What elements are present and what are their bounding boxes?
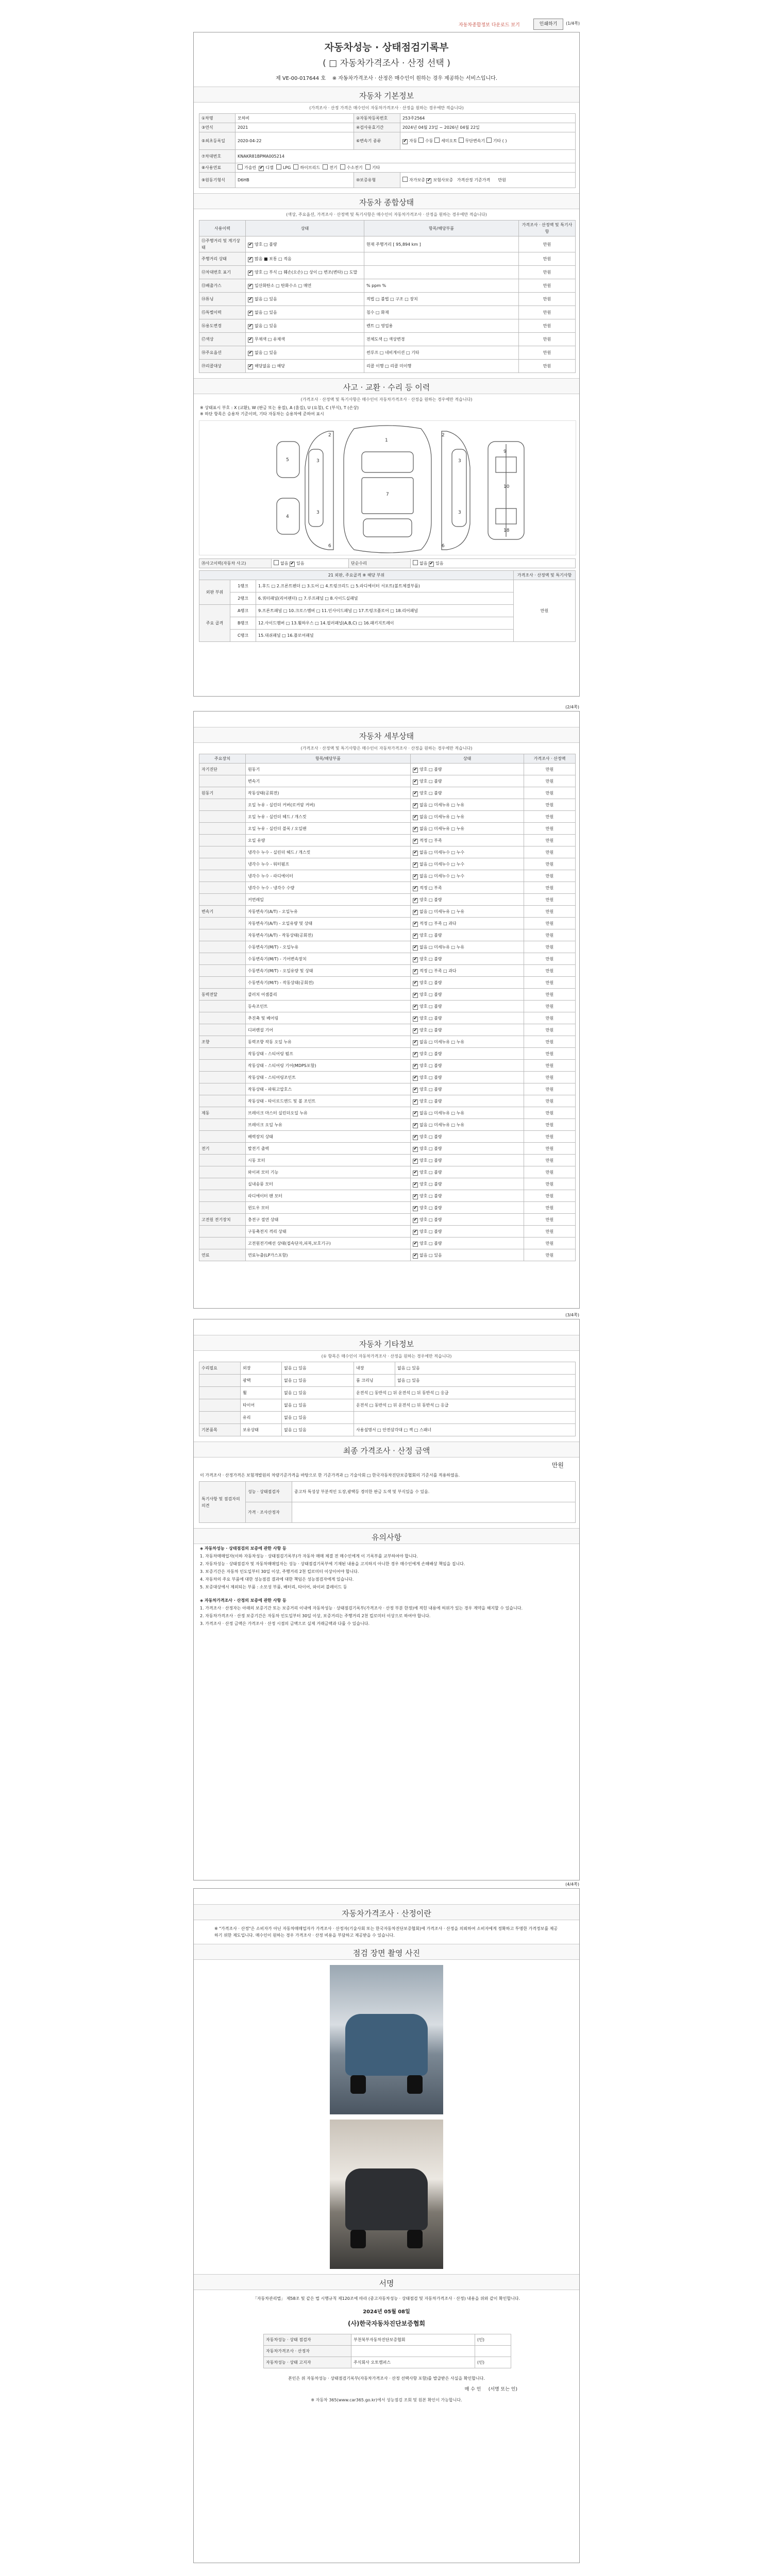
svg-text:3: 3 — [458, 510, 461, 515]
parts-row: C랭크 15.대쉬패널 □ 16.플로어패널 — [199, 630, 576, 642]
sign-row: 자동차성능 · 상태 고지자 주식회사 오토캠퍼스 (인) — [264, 2357, 511, 2368]
special-table: 특기사항 및 점검자의 의견 성능 · 상태점검자 중고차 특성상 부분적인 도장,광택등 경미한 판금 도색 및 부식있을 수 있음. 가격 · 조사산정자 — [199, 1481, 576, 1523]
detail-row: 오일 유량 ✔ 적정 □ 부족 만원 — [199, 835, 576, 846]
summary-row: ⑭튜닝 ✔ 없음 □ 있음 적법 □ 불법 □ 구조 □ 장치 만원 — [199, 293, 576, 306]
summary-row: ⑪주행거리 및 계기상태 ✔양호 □ 불량 현재 주행거리 [ 95,894 km ] 만원 — [199, 236, 576, 252]
detail-row: 연료 연료누출(LP가스포함) ✔ 없음 □ 있음 만원 — [199, 1249, 576, 1261]
detail-row: 원동기 작동상태(공회전) ✔ 양호 □ 불량 만원 — [199, 787, 576, 799]
detail-row: 자기진단 원동기 ✔ 양호 □ 불량 만원 — [199, 764, 576, 775]
notice-item: 3. 보증기간은 자동차 인도일부터 30일 이상, 주행거리 2천 킬로미터 이상이어야 합니다. — [200, 1569, 359, 1574]
detail-row: 윈도우 모터 ✔ 양호 □ 불량 만원 — [199, 1202, 576, 1214]
detail-row: 수동변속기(M/T) - 오일유량 및 상태 ✔ 적정 □ 부족 □ 과다 만원 — [199, 965, 576, 977]
detail-row: 커먼레일 ✔ 양호 □ 불량 만원 — [199, 894, 576, 906]
sign-table — [263, 2334, 511, 2368]
page-3 — [193, 1313, 580, 1880]
detail-row: 냉각수 누수 - 라디에이터 ✔ 없음 □ 미세누수 □ 누수 만원 — [199, 870, 576, 882]
detail-row: 조향 동력조향 작동 오일 누유 ✔ 없음 □ 미세누유 □ 누유 만원 — [199, 1036, 576, 1048]
section-title-sign: 서명 — [194, 2274, 579, 2290]
detail-row: 자동변속기(A/T) - 오일유량 및 상태 ✔ 적정 □ 부족 □ 과다 만원 — [199, 918, 576, 929]
top-bar — [193, 19, 580, 32]
section-title-notice: 유의사항 — [194, 1528, 579, 1544]
section-note-summary: (색상, 주요옵션, 가격조사 · 산정액 및 특기사항은 매수인이 자동차가격조사 · 산정을 원하는 경우에만 적습니다) — [286, 212, 487, 217]
svg-text:3: 3 — [316, 510, 320, 515]
section-title-etc: 자동차 기타정보 — [194, 1335, 579, 1351]
detail-row: 전기 발전기 출력 ✔ 양호 □ 불량 만원 — [199, 1143, 576, 1155]
detail-row: 브레이크 오일 누유 ✔ 없음 □ 미세누유 □ 누유 만원 — [199, 1119, 576, 1131]
page-number: (2/4쪽) — [565, 705, 579, 709]
notice-block: ◈ 자동차성능 · 상태점검의 보증에 관한 사항 등 1. 자동차매매업자(이하 자동차성능 · 상태점검기록부)가 자동차 매매 체결 전 매수인에게 이 기록부를 교부하여야 합니다. 2. 자동차성능 · 상태점검자 및 자동차매매업자는 성능 · 상태점검기록부에 기재된 내용을 고지하지 아니한 경우 매수인에게 손해배상 책임을 집니다. 3. 보증기간은 자동차 인도일부터 30일 이상, 주행거리 2천 킬로미터 이상이어야 합니다. 4. 자동차의 주요 부품에 대한 성능점검 결과에 대한 책임은 성능점검자에게 있습니다. 5. 보증대상에서 제외되는 부품 : 소모성 부품, 배터리, 타이어, 와이퍼 블레이드 등 ◈ 자동차가격조사 · 산정의 보증에 관한 사항 등 1. 가격조사 · 산정자는 아래의 보증기간 또는 보증거리 이내에 자동차성능 · 상태점검기록부(가격조사 · 산정 부분 한정)에 적힌 내용에 허위가 있는 경우 계약을 해지할 수 있습니다. 2. 자동차가격조사 · 산정 보증기간은 자동차 인도일부터 30일 이상, 보증거리는 주행거리 2천 킬로미터 이상으로 하여야 합니다. 3. 가격조사 · 산정 금액은 가격조사 · 산정 시점의 금액으로 실제 거래금액과 다를 수 있습니다. — [194, 1546, 579, 1627]
section-note-etc: (① 항목은 매수인이 자동차가격조사 · 산정을 원하는 경우에만 적습니다) — [321, 1354, 452, 1359]
summary-row: ⑱주요옵션 ✔ 없음 □ 있음 썬루프 □ 네비게이션 □ 기타 만원 — [199, 346, 576, 360]
detail-row: 추진축 및 베어링 ✔ 양호 □ 불량 만원 — [199, 1012, 576, 1024]
svg-text:9: 9 — [503, 449, 507, 454]
section-title-basic: 자동차 기본정보 — [194, 87, 579, 103]
sign-org: (사)한국자동차진단보증협회 — [347, 2320, 426, 2327]
notice-item: 2. 자동차가격조사 · 산정 보증기간은 자동차 인도일부터 30일 이상, 보증거리는 주행거리 2천 킬로미터 이상으로 하여야 합니다. — [200, 1614, 431, 1618]
notice-item: 1. 자동차매매업자(이하 자동차성능 · 상태점검기록부)가 자동차 매매 체결 전 매수인에게 이 기록부를 교부하여야 합니다. — [200, 1554, 418, 1558]
final-note: 이 가격조사 · 산정가격은 보험개발원의 차량기준가격을 바탕으로 한 기준가격과 □ 기술사회 □ 한국자동차진단보증협회의 기준서를 적용하였음. — [200, 1473, 460, 1478]
summary-row: 주행거리 상태 ✔ 많음 ■ 보통 □ 적음 만원 — [199, 252, 576, 266]
detail-row: 구동축전지 격리 상태 ✔ 양호 □ 불량 만원 — [199, 1226, 576, 1238]
parts-table: 21 외판, 주요골격 ※ 해당 부위 가격조사 · 산정액 및 특기사항 외판 부위 1랭크 1.후드 □ 2.프론트펜더 □ 3.도어 □ 4.트렁크리드 □ 5.라디에이터 서포트(볼트체결부품) 만원 2랭크 6.쿼터패널(리어펜더) □ 7.루프패널 □ 8.사이드실패널 주요 골격 A랭크 9.프론트패널 □ 10.크로스멤버 □ 11.인사이드패널 □ 17.트렁크플로어 □ 18.리어패널 B랭크 12.사이드멤버 □ 13.휠하우스 □ 14.필러패널(A,B,C) □ 16.패키지트레이 C랭크 15.대쉬패널 □ 16.플로어패널 — [199, 570, 576, 642]
sign-date: 2024년 05월 08일 — [363, 2309, 410, 2315]
notice-item: 1. 가격조사 · 산정자는 아래의 보증기간 또는 보증거리 이내에 자동차성능 · 상태점검기록부(가격조사 · 산정 부분 한정)에 적힌 내용에 허위가 있는 경우 계약을 해지할 수 있습니다. — [200, 1606, 523, 1611]
detail-row: 작동상태 - 파워고압호스 ✔ 양호 □ 불량 만원 — [199, 1083, 576, 1095]
detail-row: 동력전달 클러치 어셈블리 ✔ 양호 □ 불량 만원 — [199, 989, 576, 1001]
parts-row: 주요 골격 A랭크 9.프론트패널 □ 10.크로스멤버 □ 11.인사이드패널 □ 17.트렁크플로어 □ 18.리어패널 — [199, 605, 576, 617]
notice-item: 3. 가격조사 · 산정 금액은 가격조사 · 산정 시점의 금액으로 실제 거래금액과 다를 수 있습니다. — [200, 1621, 370, 1626]
detail-row: 와이퍼 모터 기능 ✔ 양호 □ 불량 만원 — [199, 1166, 576, 1178]
car-outline-diagram — [199, 421, 576, 554]
summary-row: ⑮특별이력 ✔ 없음 □ 있음 침수 □ 화재 만원 — [199, 306, 576, 319]
page-number: (4/4쪽) — [565, 1882, 579, 1887]
sign-row: 자동차가격조사 · 산정자 — [264, 2346, 511, 2357]
parts-row: B랭크 12.사이드멤버 □ 13.휠하우스 □ 14.필러패널(A,B,C) □ 16.패키지트레이 — [199, 617, 576, 630]
detail-row: 고전원 전기장치 충전구 절연 상태 ✔ 양호 □ 불량 만원 — [199, 1214, 576, 1226]
section-title-final: 최종 가격조사 · 산정 금액 — [194, 1442, 579, 1458]
sign-row: 자동차성능 · 상태 점검자 부천북부자동차진단보증협회 (인) — [264, 2334, 511, 2346]
detail-row: 작동상태 - 타이로드엔드 및 볼 조인트 ✔ 양호 □ 불량 만원 — [199, 1095, 576, 1107]
svg-text:10: 10 — [503, 484, 510, 489]
accident-history-table: ⑳사고이력(자동차 사고) 없음 ✔ 있음 단순수리 없음 ✔ 있음 — [199, 558, 576, 568]
detail-row: 고전원전기배선 상태(접속단자,피복,보호기구) ✔ 양호 □ 불량 만원 — [199, 1238, 576, 1249]
detail-row: 변속기 자동변속기(A/T) - 오일누유 ✔ 없음 □ 미세누유 □ 누유 만원 — [199, 906, 576, 918]
detail-row: 디퍼렌셜 기어 ✔ 양호 □ 불량 만원 — [199, 1024, 576, 1036]
svg-text:3: 3 — [458, 459, 461, 464]
detail-row: 작동상태 - 스티어링 펌프 ✔ 양호 □ 불량 만원 — [199, 1048, 576, 1060]
detail-row: 냉각수 누수 - 워터펌프 ✔ 없음 □ 미세누수 □ 누수 만원 — [199, 858, 576, 870]
section-title-accident: 사고 · 교환 · 수리 등 이력 — [194, 378, 579, 394]
summary-row: ⑰색상 ✔ 무채색 □ 유채색 전체도색 □ 색상변경 만원 — [199, 333, 576, 346]
detail-table: 주요장치 항목/해당부품 상태 가격조사 · 산정액 자기진단 원동기 ✔ 양호 □ 불량 만원 변속기 ✔ 양호 □ 불량 만원 원동기 작동상태(공회전) ✔ 양호 □ 불량 만원 오일 누유 - 실린더 커버(로커암 커버) ✔ 없음 □ 미세누유 □ 누유 만원 오일 누유 - 실린더 헤드 / 개스킷 ✔ 없음 □ 미세누유 □ 누유 만원 오일 누유 - 실린더 블록 / 오일팬 ✔ 없음 □ 미세누유 □ 누유 만원 오일 유량 ✔ 적정 □ 부족 만원 냉각수 누수 - 실린더 헤드 / 개스킷 ✔ 없음 □ 미세누수 □ 누수 만원 냉각수 누수 - 워터펌프 ✔ 없음 □ 미세누수 □ 누수 만원 냉각수 누수 - 라디에이터 ✔ 없음 □ 미세누수 □ 누수 만원 냉각수 누수 - 냉각수 수량 ✔ 적정 □ 부족 만원 커먼레일 ✔ 양호 □ 불량 만원 변속기 자동변속기(A/T) - 오일누유 ✔ 없음 □ 미세누유 □ 누유 만원 자동변속기(A/T) - 오일유량 및 상태 ✔ 적정 □ 부족 □ 과다 만원 자동변속기(A/T) - 작동상태(공회전) ✔ 양호 □ 불량 만원 수동변속기(M/T) - 오일누유 ✔ 없음 □ 미세누유 □ 누유 만원 수동변속기(M/T) - 기어변속장치 ✔ 양호 □ 불량 만원 수동변속기(M/T) - 오일유량 및 상태 ✔ 적정 □ 부족 □ 과다 만원 수동변속기(M/T) - 작동상태(공회전) ✔ 양호 □ 불량 만원 동력전달 클러치 어셈블리 ✔ 양호 □ 불량 만원 등속조인트 ✔ 양호 □ 불량 만원 추진축 및 베어링 ✔ 양호 □ 불량 만원 디퍼렌셜 기어 ✔ 양호 □ 불량 만원 조향 동력조향 작동 오일 누유 ✔ 없음 □ 미세누유 □ 누유 만원 작동상태 - 스티어링 펌프 ✔ 양호 □ 불량 만원 작동상태 - 스티어링 기어(MDPS포함) ✔ 양호 □ 불량 만원 작동상태 - 스티어링조인트 ✔ 양호 □ 불량 만원 작동상태 - 파워고압호스 ✔ 양호 □ 불량 만원 작동상태 - 타이로드엔드 및 볼 조인트 ✔ 양호 □ 불량 만원 제동 브레이크 마스터 실린더오일 누유 ✔ 없음 □ 미세누유 □ 누유 만원 브레이크 오일 누유 ✔ 없음 □ 미세누유 □ 누유 만원 배력장치 상태 ✔ 양호 □ 불량 만원 전기 발전기 출력 ✔ 양호 □ 불량 만원 시동 모터 ✔ 양호 □ 불량 만원 와이퍼 모터 기능 ✔ 양호 □ 불량 만원 실내송풍 모터 ✔ 양호 □ 불량 만원 라디에이터 팬 모터 ✔ 양호 □ 불량 만원 윈도우 모터 ✔ 양호 □ 불량 만원 고전원 전기장치 충전구 절연 상태 ✔ 양호 □ 불량 만원 구동축전지 격리 상태 ✔ 양호 □ 불량 만원 고전원전기배선 상태(접속단자,피복,보호기구) ✔ 양호 □ 불량 만원 연료 연료누출(LP가스포함) ✔ 없음 □ 있음 만원 — [199, 754, 576, 1261]
notice-item: 4. 자동차의 주요 부품에 대한 성능점검 결과에 대한 책임은 성능점검자에게 있습니다. — [200, 1577, 354, 1582]
detail-row: 실내송풍 모터 ✔ 양호 □ 불량 만원 — [199, 1178, 576, 1190]
section-title-detail: 자동차 세부상태 — [194, 727, 579, 743]
notice-item: 5. 보증대상에서 제외되는 부품 : 소모성 부품, 배터리, 타이어, 와이퍼 블레이드 등 — [200, 1585, 347, 1589]
section-title-photo: 점검 장면 촬영 사진 — [194, 1944, 579, 1960]
parts-row: 2랭크 6.쿼터패널(리어펜더) □ 7.루프패널 □ 8.사이드실패널 — [199, 592, 576, 605]
section-note-accident: (가격조사 · 산정액 및 특기사항은 매수인이 자동차가격조사 · 산정을 원하는 경우에만 적습니다) — [300, 397, 473, 402]
sign-text: 「자동차관리법」 제58조 및 같은 법 시행규칙 제120조에 따라 (중고자동차성능 · 상태점검 및 자동차가격조사 · 산정) 내용을 위와 같이 확인합니다. — [253, 2296, 520, 2301]
final-price-unit: 만원 — [551, 1462, 564, 1469]
section-title-price-info: 자동차가격조사 · 산정이란 — [194, 1904, 579, 1920]
inspection-photo-front — [330, 1965, 443, 2114]
detail-row: 수동변속기(M/T) - 작동상태(공회전) ✔ 양호 □ 불량 만원 — [199, 977, 576, 989]
svg-text:2: 2 — [442, 433, 445, 438]
svg-text:18: 18 — [503, 528, 510, 533]
inspection-photo-rear — [330, 2120, 443, 2269]
etc-row: 유리 없음 □ 있음 — [199, 1412, 576, 1424]
etc-row: 기본품목 보유상태 없음 □ 있음 사용설명서 □ 안전삼각대 □ 잭 □ 스패너 — [199, 1424, 576, 1436]
car-diagram — [199, 420, 576, 555]
etc-table — [199, 1362, 576, 1436]
svg-text:6: 6 — [442, 544, 445, 549]
buyer-sign: 매 수 인 (서명 또는 인) — [464, 2387, 517, 2392]
section-note-detail: (가격조사 · 산정액 및 특기사항은 매수인이 자동차가격조사 · 산정을 원하는 경우에만 적습니다) — [300, 746, 473, 751]
detail-row: 냉각수 누수 - 냉각수 수량 ✔ 적정 □ 부족 만원 — [199, 882, 576, 894]
detail-row: 오일 누유 - 실린더 커버(로커암 커버) ✔ 없음 □ 미세누유 □ 누유 만원 — [199, 799, 576, 811]
section-note-basic: (가격조사 · 산정 가격은 매수인이 자동차가격조사 · 산정을 원하는 경우에만 적습니다) — [309, 106, 464, 110]
print-button[interactable]: 인쇄하기 — [533, 19, 563, 30]
summary-row: ⑲리콜대상 ✔ 해당없음 □ 해당 리콜 이행 □ 리콜 미이행 만원 — [199, 360, 576, 373]
page-4 — [193, 1882, 580, 2563]
detail-row: 작동상태 - 스티어링 기어(MDPS포함) ✔ 양호 □ 불량 만원 — [199, 1060, 576, 1072]
etc-row: 수리필요 외장 없음 □ 있음 내장 없음 □ 있음 — [199, 1362, 576, 1375]
detail-row: 자동변속기(A/T) - 작동상태(공회전) ✔ 양호 □ 불량 만원 — [199, 929, 576, 941]
detail-row: 수동변속기(M/T) - 오일누유 ✔ 없음 □ 미세누유 □ 누유 만원 — [199, 941, 576, 953]
page-2 — [193, 705, 580, 1309]
detail-row: 시동 모터 ✔ 양호 □ 불량 만원 — [199, 1155, 576, 1166]
summary-row: ⑬배출가스 ✔ 일산화탄소 □ 탄화수소 □ 매연 % ppm % 만원 — [199, 279, 576, 293]
detail-row: 오일 누유 - 실린더 헤드 / 개스킷 ✔ 없음 □ 미세누유 □ 누유 만원 — [199, 811, 576, 823]
detail-row: 변속기 ✔ 양호 □ 불량 만원 — [199, 775, 576, 787]
svg-text:7: 7 — [386, 492, 389, 497]
etc-row: 타이어 없음 □ 있음 운전석 □ 동반석 □ 뒤 운전석 □ 뒤 동반석 □ 응급 — [199, 1399, 576, 1412]
svg-text:3: 3 — [316, 459, 320, 464]
detail-row: 작동상태 - 스티어링조인트 ✔ 양호 □ 불량 만원 — [199, 1072, 576, 1083]
transmission-options: ✔ 자동 수동 세미오토 무단변속기 기타 ( ) — [400, 132, 576, 150]
detail-row: 수동변속기(M/T) - 기어변속장치 ✔ 양호 □ 불량 만원 — [199, 953, 576, 965]
page-1 — [193, 32, 580, 697]
buyer-confirm: 본인은 위 자동차성능 · 상태점검기록부(자동차가격조사 · 산정 선택사항 포함)를 발급받은 사실을 확인합니다. — [288, 2376, 485, 2381]
document-number: 제 VE-00-017644 호 ※ 자동차가격조사 · 산정은 매수인이 원하는 경우 제공하는 서비스입니다. — [275, 76, 498, 81]
basic-info-table: ①차명 모하비 ②자동차등록번호 253주2564 ③연식 2021 ④검사유효기간 2024년 04월 23일 ~ 2026년 04월 22일 ⑤최초등록일 2020-04-22 ⑥변속기 종류 ✔ 자동 수동 세미오토 무단변속기 기타 ( ) ⑦차대번호 KNAKR81BPMA005214 ⑧사용연료 가솔린 ✔ 디젤 LPG 하이브리드 전기 수소전기 기타 ⑨원동기형식 D6HB ⑩보증유형 자가보증 ✔ 보험사보증 가격산정 기준가격 만원 — [199, 113, 576, 188]
detail-row: 제동 브레이크 마스터 실린더오일 누유 ✔ 없음 □ 미세누유 □ 누유 만원 — [199, 1107, 576, 1119]
page-number: (1/4쪽) — [566, 21, 580, 26]
document-subtitle: ( □ 자동차가격조사 · 산정 선택 ) — [323, 58, 450, 69]
detail-row: 냉각수 누수 - 실린더 헤드 / 개스킷 ✔ 없음 □ 미세누수 □ 누수 만원 — [199, 846, 576, 858]
footer-note: ※ 자동차 365(www.car365.go.kr)에서 성능점검 조회 및 원본 확인이 가능합니다. — [311, 2398, 462, 2402]
download-link[interactable]: 자동차종합정보 다운로드 보기 — [459, 23, 520, 28]
etc-row: 휠 없음 □ 있음 운전석 □ 동반석 □ 뒤 운전석 □ 뒤 동반석 □ 응급 — [199, 1387, 576, 1399]
svg-text:1: 1 — [385, 438, 388, 443]
price-info-desc: ※ "가격조사 · 산정"은 소비자가 아닌 자동차매매업자가 가격조사 · 산정자(기술사회 또는 한국자동차진단보증협회)에 가격조사 · 산정을 의뢰하여 소비자에게 정확하고 투명한 가격정보를 제공하기 위한 제도입니다. 매수인이 원하는 경우 가격조사 · 산정 비용을 부담하고 제공받을 수 있습니다. — [214, 1926, 558, 1938]
accident-legend: ※ 상태표시 부호 : X (교환), W (판금 또는 용접), A (흠집), U (요철), C (부식), T (손상) ※ 하단 항목은 승용차 기준이며, 기타 자동차는 승용차에 준하여 표시 — [200, 405, 359, 416]
document-title: 자동차성능 · 상태점검기록부 — [324, 42, 449, 53]
section-title-summary: 자동차 종합상태 — [194, 193, 579, 209]
detail-row: 오일 누유 - 실린더 블록 / 오일팬 ✔ 없음 □ 미세누유 □ 누유 만원 — [199, 823, 576, 835]
summary-row: ⑯용도변경 ✔ 없음 □ 있음 렌트 □ 영업용 만원 — [199, 319, 576, 333]
svg-text:2: 2 — [328, 433, 331, 438]
summary-table: 사용이력 상태 항목/해당부품 가격조사 · 산정액 및 특기사항 ⑪주행거리 및 계기상태 ✔양호 □ 불량 현재 주행거리 [ 95,894 km ] 만원 주행거리 상태 ✔ 많음 ■ 보통 □ 적음 만원 ⑫차대번호 표기 ✔ 양호 □ 부식 □ 훼손(오손) □ 상이 □ 변조(변타) □ 도말 만원 ⑬배출가스 ✔ 일산화탄소 □ 탄화수소 □ 매연 % ppm % 만원 ⑭튜닝 ✔ 없음 □ 있음 적법 □ 불법 □ 구조 □ 장치 만원 ⑮특별이력 ✔ 없음 □ 있음 침수 □ 화재 만원 ⑯용도변경 ✔ 없음 □ 있음 렌트 □ 영업용 만원 ⑰색상 ✔ 무채색 □ 유채색 전체도색 □ 색상변경 만원 ⑱주요옵션 ✔ 없음 □ 있음 썬루프 □ 네비게이션 □ 기타 만원 ⑲리콜대상 ✔ 해당없음 □ 해당 리콜 이행 □ 리콜 미이행 만원 — [199, 220, 576, 373]
svg-text:4: 4 — [286, 514, 289, 519]
detail-row: 등속조인트 ✔ 양호 □ 불량 만원 — [199, 1001, 576, 1012]
summary-row: ⑫차대번호 표기 ✔ 양호 □ 부식 □ 훼손(오손) □ 상이 □ 변조(변타) □ 도말 만원 — [199, 266, 576, 279]
etc-row: 광택 없음 □ 있음 룸 크리닝 없음 □ 있음 — [199, 1375, 576, 1387]
detail-row: 배력장치 상태 ✔ 양호 □ 불량 만원 — [199, 1131, 576, 1143]
fuel-options: 가솔린 ✔ 디젤 LPG 하이브리드 전기 수소전기 기타 — [236, 163, 576, 173]
notice-item: 2. 자동차성능 · 상태점검자 및 자동차매매업자는 성능 · 상태점검기록부에 기재된 내용을 고지하지 아니한 경우 매수인에게 손해배상 책임을 집니다. — [200, 1562, 465, 1566]
detail-row: 라디에이터 팬 모터 ✔ 양호 □ 불량 만원 — [199, 1190, 576, 1202]
svg-text:5: 5 — [286, 457, 289, 463]
svg-text:6: 6 — [328, 544, 331, 549]
page-number: (3/4쪽) — [565, 1313, 579, 1317]
parts-row: 외판 부위 1랭크 1.후드 □ 2.프론트펜더 □ 3.도어 □ 4.트렁크리드 □ 5.라디에이터 서포트(볼트체결부품) 만원 — [199, 580, 576, 592]
